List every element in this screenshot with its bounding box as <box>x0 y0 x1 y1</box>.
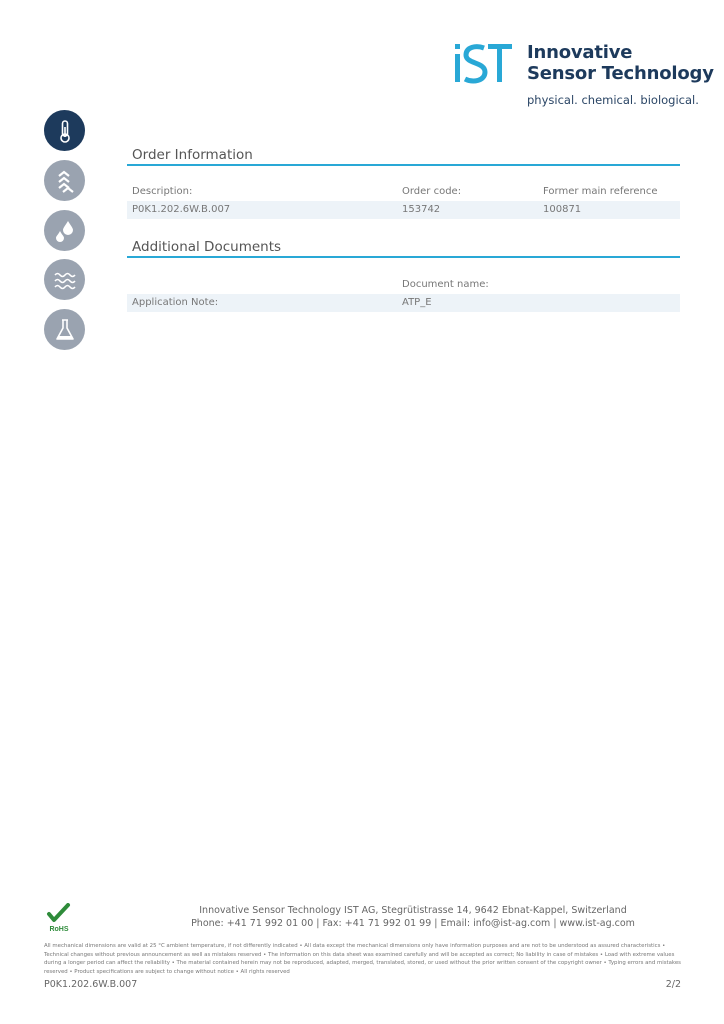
footer-product-code: P0K1.202.6W.B.007 <box>44 979 138 990</box>
document-name-header: Document name: <box>402 279 489 290</box>
page-number: 2/2 <box>665 979 681 990</box>
description-value: P0K1.202.6W.B.007 <box>132 204 231 215</box>
ist-logo <box>454 42 514 84</box>
company-name-line1: Innovative <box>527 42 633 63</box>
former-reference-header: Former main reference <box>543 186 658 197</box>
company-name <box>527 42 714 84</box>
legal-disclaimer: All mechanical dimensions are valid at 25 °C ambient temperature, if not differently indicated • All data except the mechanical dimensions only have information purposes and are not to be understood as assured characteristics • Technical changes without previous announcement as well as mistakes reserved • The information on this data sheet was examined carefully and will be accepted as correct; No liability in case of mistakes • Load with extreme values during a longer period can affect the reliability • The material contained herein may not be reproduced, adapted, merged, translated, stored, or used without the prior written consent of the copyright owner • Typing errors and mistakes reserved • Product specifications are subject to change without notice • All rights reserved <box>44 943 681 975</box>
order-information-divider <box>127 164 680 166</box>
waves-icon <box>44 259 85 300</box>
tagline: physical. chemical. biological. <box>527 93 699 107</box>
document-row <box>127 294 680 312</box>
additional-documents-title: Additional Documents <box>132 239 282 255</box>
flask-icon <box>44 309 85 350</box>
document-link[interactable]: ATP_E <box>402 297 432 308</box>
flow-icon <box>44 160 85 201</box>
order-row <box>127 201 680 219</box>
thermometer-icon <box>44 110 85 151</box>
rohs-logo <box>44 903 74 933</box>
ist-logo-graphic <box>454 42 514 84</box>
droplets-icon <box>44 210 85 251</box>
order-information-title: Order Information <box>132 147 253 163</box>
former-reference-value: 100871 <box>543 204 582 215</box>
company-address: Innovative Sensor Technology IST AG, Stegrütistrasse 14, 9642 Ebnat-Kappel, Switzerland <box>199 905 627 916</box>
application-note-label: Application Note: <box>132 297 219 308</box>
company-contact[interactable]: Phone: +41 71 992 01 00 | Fax: +41 71 992 01 99 | Email: info@ist-ag.com | www.ist-ag.com <box>191 918 635 929</box>
order-code-value: 153742 <box>402 204 441 215</box>
description-header: Description: <box>132 186 193 197</box>
order-code-header: Order code: <box>402 186 462 197</box>
rohs-label: RoHS <box>49 926 69 933</box>
additional-documents-divider <box>127 256 680 258</box>
rohs-check-icon <box>44 903 74 933</box>
company-name-line2: Sensor Technology <box>527 63 714 84</box>
